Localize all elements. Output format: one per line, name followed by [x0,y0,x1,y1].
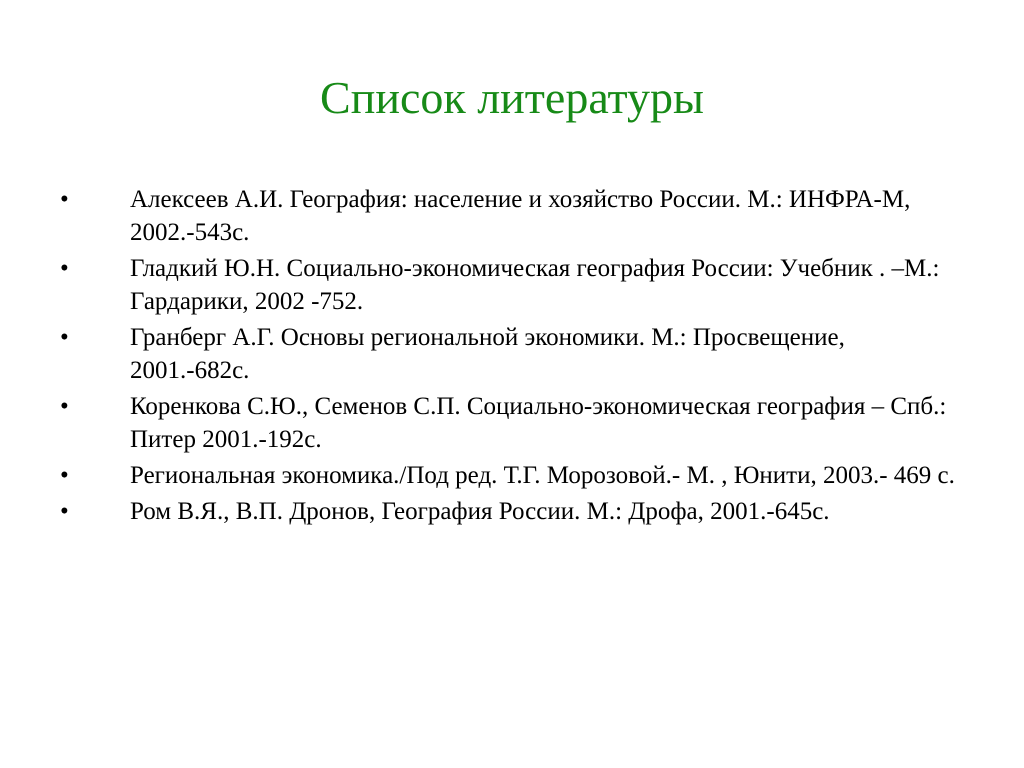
list-item-text: Коренкова С.Ю., Семенов С.П. Социально-экономическая география – Спб.: Питер 2001.-192с. [130,393,947,453]
bullet-icon: • [60,186,69,213]
list-item [0,495,1024,528]
list-item [0,321,1024,387]
list-item-text: Региональная экономика./Под ред. Т.Г. Морозовой.- М. , Юнити, 2003.- 469 с. [130,462,955,489]
list-item [0,183,1024,249]
slide-title: Список литературы [320,72,704,123]
list-item-text: Гранберг А.Г. Основы региональной экономики. М.: Просвещение, 2001.-682с. [130,324,845,384]
list-item-text: Алексеев А.И. География: население и хозяйство России. М.: ИНФРА-М, 2002.-543с. [130,186,911,246]
list-item-text: Ром В.Я., В.П. Дронов, География России. М.: Дрофа, 2001.-645с. [130,498,830,525]
list-item [0,252,1024,318]
list-item [0,390,1024,456]
bibliography-list [0,183,1024,531]
list-item [0,459,1024,492]
list-item-text: Гладкий Ю.Н. Социально-экономическая география России: Учебник . –М.: Гардарики, 2002 -752. [130,255,940,315]
bullet-icon: • [60,393,69,420]
bullet-icon: • [60,498,69,525]
bullet-icon: • [60,462,69,489]
bullet-icon: • [60,255,69,282]
bullet-icon: • [60,324,69,351]
